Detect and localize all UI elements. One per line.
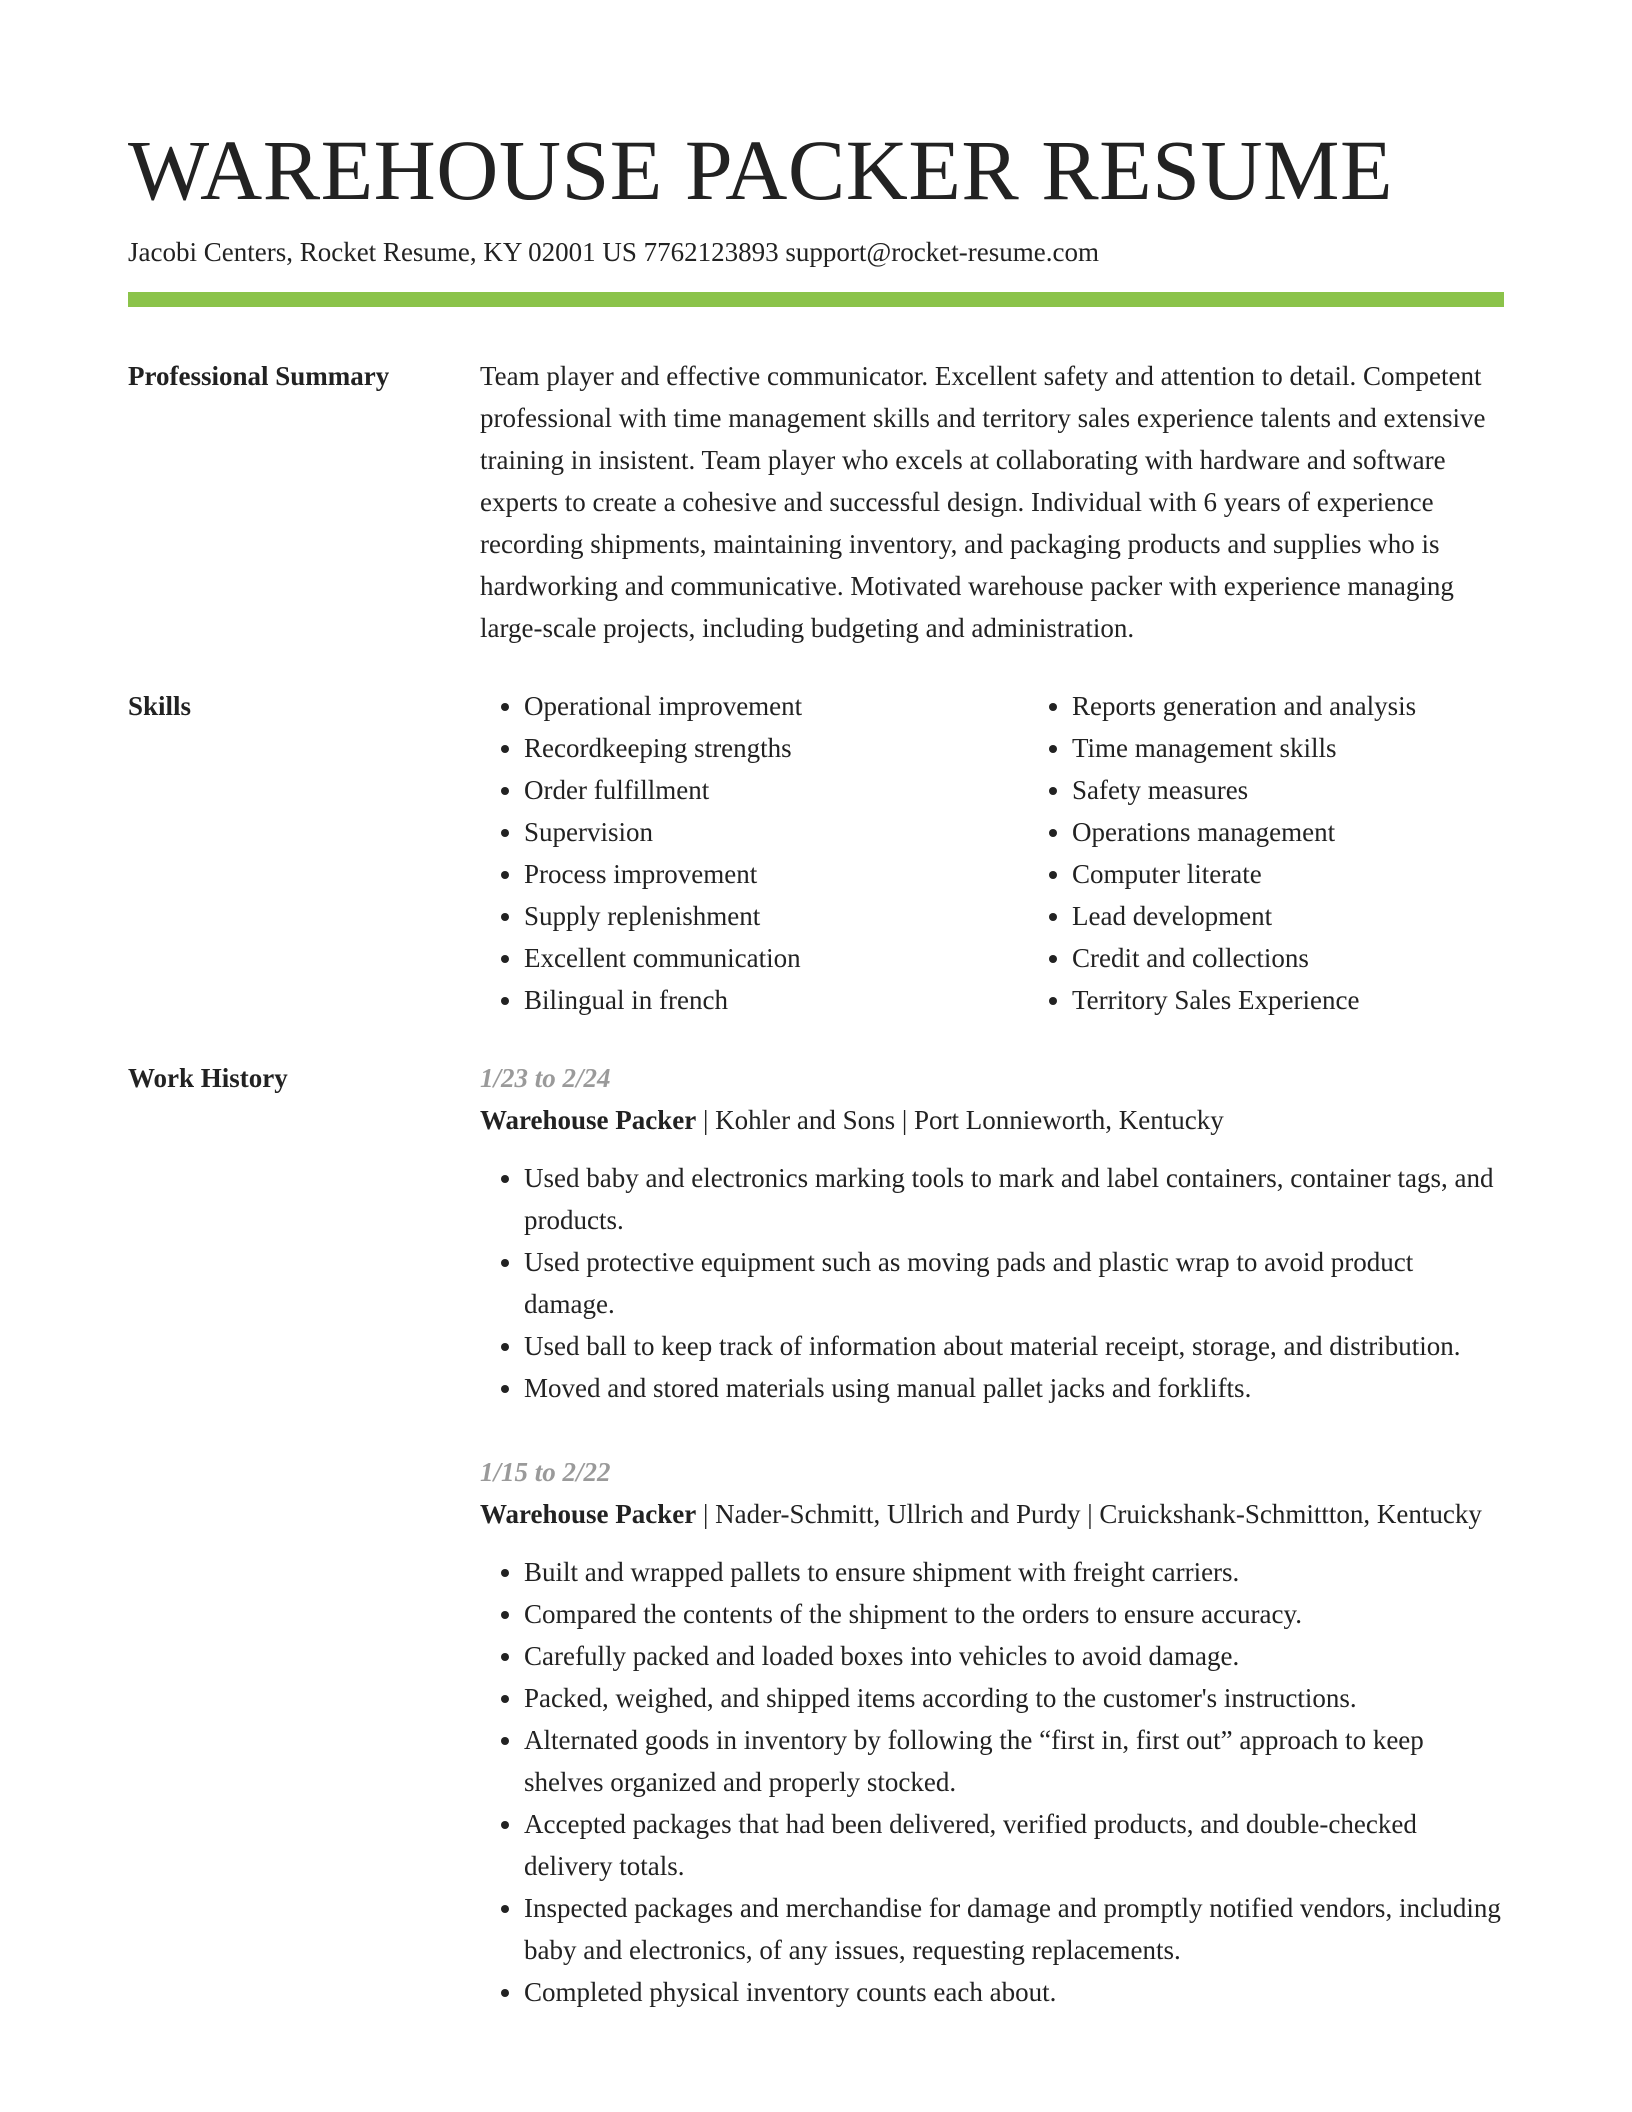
job-bullet: • Used ball to keep track of information about material receipt, storage, and distribution. xyxy=(524,1325,1504,1367)
contact-line: Jacobi Centers, Rocket Resume, KY 02001 US 7762123893 support@rocket-resume.com xyxy=(128,237,1099,267)
job-bullet: • Completed physical inventory counts each about. xyxy=(524,1971,1504,2013)
summary-text: Team player and effective communicator. Excellent safety and attention to detail. Competent professional with time management skills and territory sales experience talents and extensive training in insistent. Team player who excels at collaborating with hardware and software experts to create a cohesive and successful design. Individual with 6 years of experience recording shipments, maintaining inventory, and packaging products and supplies who is hardworking and communicative. Motivated warehouse packer with experience managing large-scale projects, including budgeting and administration. xyxy=(480,361,1486,643)
work-history-section xyxy=(128,1057,1504,2055)
job-bullet: • Alternated goods in inventory by following the “first in, first out” approach to keep shelves organized and properly stocked. xyxy=(524,1719,1504,1803)
job-bullet: • Moved and stored materials using manual pallet jacks and forklifts. xyxy=(524,1367,1504,1409)
job-dates: 1/23 to 2/24 xyxy=(480,1063,611,1093)
job-entry xyxy=(480,1451,1504,2013)
skills-list-right xyxy=(1028,685,1576,1021)
job-bullet: • Compared the contents of the shipment to the orders to ensure accuracy. xyxy=(524,1593,1504,1635)
job-bullet-list xyxy=(480,1157,1504,1409)
job-role: Warehouse Packer xyxy=(480,1499,697,1529)
skill-item: • Recordkeeping strengths xyxy=(524,727,1028,769)
skill-item: • Excellent communication xyxy=(524,937,1028,979)
job-title-line xyxy=(480,1493,1504,1535)
job-bullet: • Packed, weighed, and shipped items according to the customer's instructions. xyxy=(524,1677,1504,1719)
job-bullet: • Inspected packages and merchandise for damage and promptly notified vendors, including baby and electronics, of any issues, requesting replacements. xyxy=(524,1887,1504,1971)
job-bullet: • Built and wrapped pallets to ensure shipment with freight carriers. xyxy=(524,1551,1504,1593)
job-entry xyxy=(480,1057,1504,1409)
job-employer-location: | Nader-Schmitt, Ullrich and Purdy | Cruickshank-Schmittton, Kentucky xyxy=(696,1499,1482,1529)
job-dates: 1/15 to 2/22 xyxy=(480,1457,611,1487)
skill-item: • Computer literate xyxy=(1072,853,1576,895)
skills-list-left xyxy=(480,685,1028,1021)
summary-heading: Professional Summary xyxy=(128,361,390,391)
skill-item: • Credit and collections xyxy=(1072,937,1576,979)
skill-item: • Supervision xyxy=(524,811,1028,853)
skill-item: • Process improvement xyxy=(524,853,1028,895)
header-divider xyxy=(128,292,1504,307)
skill-item: • Lead development xyxy=(1072,895,1576,937)
skills-section xyxy=(128,685,1504,1021)
job-bullet: • Used protective equipment such as moving pads and plastic wrap to avoid product damage. xyxy=(524,1241,1504,1325)
skill-item: • Order fulfillment xyxy=(524,769,1028,811)
skill-item: • Supply replenishment xyxy=(524,895,1028,937)
job-employer-location: | Kohler and Sons | Port Lonnieworth, Kentucky xyxy=(696,1105,1224,1135)
job-title-line xyxy=(480,1099,1504,1141)
job-bullet: • Accepted packages that had been delivered, verified products, and double-checked delivery totals. xyxy=(524,1803,1504,1887)
resume-title: WAREHOUSE PACKER RESUME xyxy=(128,122,1394,218)
skill-item: • Operations management xyxy=(1072,811,1576,853)
skill-item: • Reports generation and analysis xyxy=(1072,685,1576,727)
summary-section xyxy=(128,355,1504,649)
job-role: Warehouse Packer xyxy=(480,1105,697,1135)
work-history-heading: Work History xyxy=(128,1063,288,1093)
skill-item: • Territory Sales Experience xyxy=(1072,979,1576,1021)
skills-heading: Skills xyxy=(128,691,192,721)
skill-item: • Time management skills xyxy=(1072,727,1576,769)
job-bullet-list xyxy=(480,1551,1504,2013)
skill-item: • Safety measures xyxy=(1072,769,1576,811)
job-bullet: • Carefully packed and loaded boxes into vehicles to avoid damage. xyxy=(524,1635,1504,1677)
skill-item: • Operational improvement xyxy=(524,685,1028,727)
skill-item: • Bilingual in french xyxy=(524,979,1028,1021)
job-bullet: • Used baby and electronics marking tools to mark and label containers, container tags, and products. xyxy=(524,1157,1504,1241)
resume-page xyxy=(128,118,1504,2055)
